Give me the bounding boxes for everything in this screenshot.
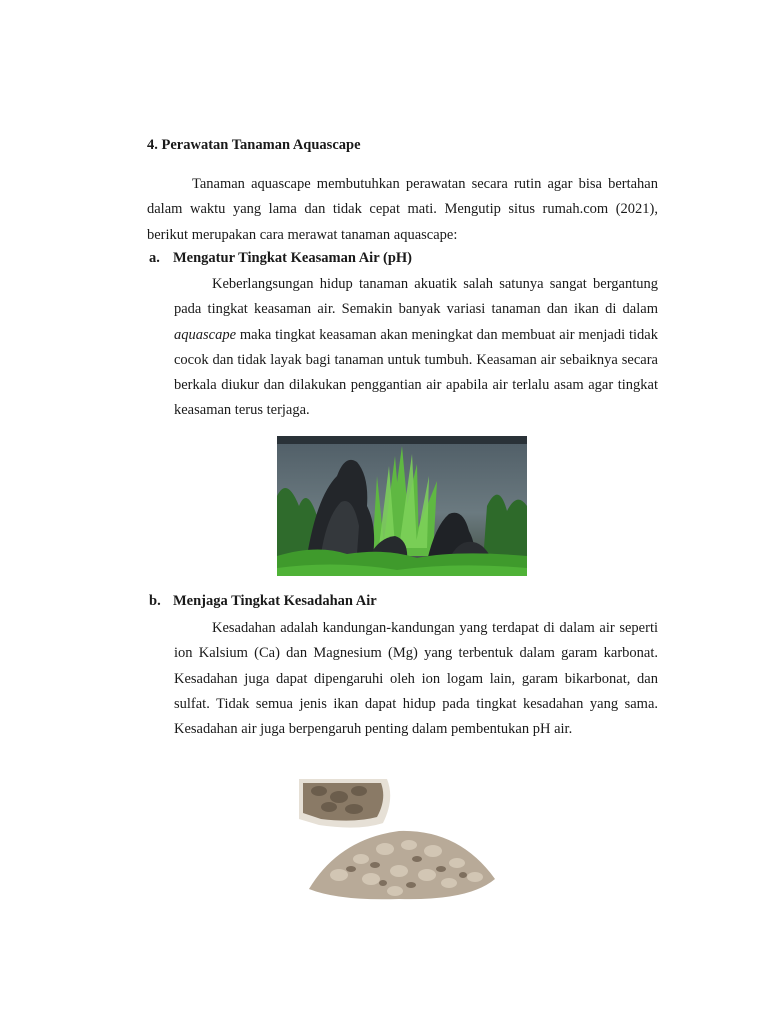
section-heading: 4. Perawatan Tanaman Aquascape <box>147 137 361 153</box>
item-a-paragraph <box>174 272 658 424</box>
item-b-paragraph: Kesadahan adalah kandungan-kandungan yang terdapat di dalam air seperti ion Kalsium (Ca) dan Magnesium (Mg) yang terbentuk dalam garam karbonat. Kesadahan juga dapat dipengaruhi oleh ion logam lain, garam bikarbonat, dan sulfat. Tidak semua jenis ikan dapat hidup pada tingkat kesadahan yang sama. Kesadahan air juga berpengaruh penting dalam pembentukan pH air. <box>174 620 658 738</box>
item-b-title-text: Menjaga Tingkat Kesadahan Air <box>173 593 377 609</box>
zeolite-stones-photo <box>299 779 501 905</box>
item-a-italic-term: aquascape <box>174 326 237 343</box>
item-b-title <box>149 593 377 610</box>
aquascape-photo <box>277 436 527 576</box>
item-a-text-2: maka tingkat keasaman akan meningkat dan membuat air menjadi tidak cocok dan tidak layak bagi tanaman untuk tumbuh. Keasaman air sebaiknya secara berkala diukur dan dilakukan penggantian air apabila air terlalu asam agar tingkat keasaman terus terjaga. <box>174 326 658 419</box>
item-a-title-text: Mengatur Tingkat Keasaman Air (pH) <box>173 250 413 266</box>
item-a-title <box>149 250 412 267</box>
item-a-marker: a. <box>149 250 160 266</box>
intro-paragraph: Tanaman aquascape membutuhkan perawatan secara rutin agar bisa bertahan dalam waktu yang lama dan tidak cepat mati. Mengutip situs rumah.com (2021), berikut merupakan cara merawat tanaman aquascape: <box>147 176 658 243</box>
item-a-text-1: Keberlangsungan hidup tanaman akuatik salah satunya sangat bergantung pada tingkat keasaman air. Semakin banyak variasi tanaman dan ikan di dalam <box>174 276 658 318</box>
item-b-marker: b. <box>149 593 161 609</box>
